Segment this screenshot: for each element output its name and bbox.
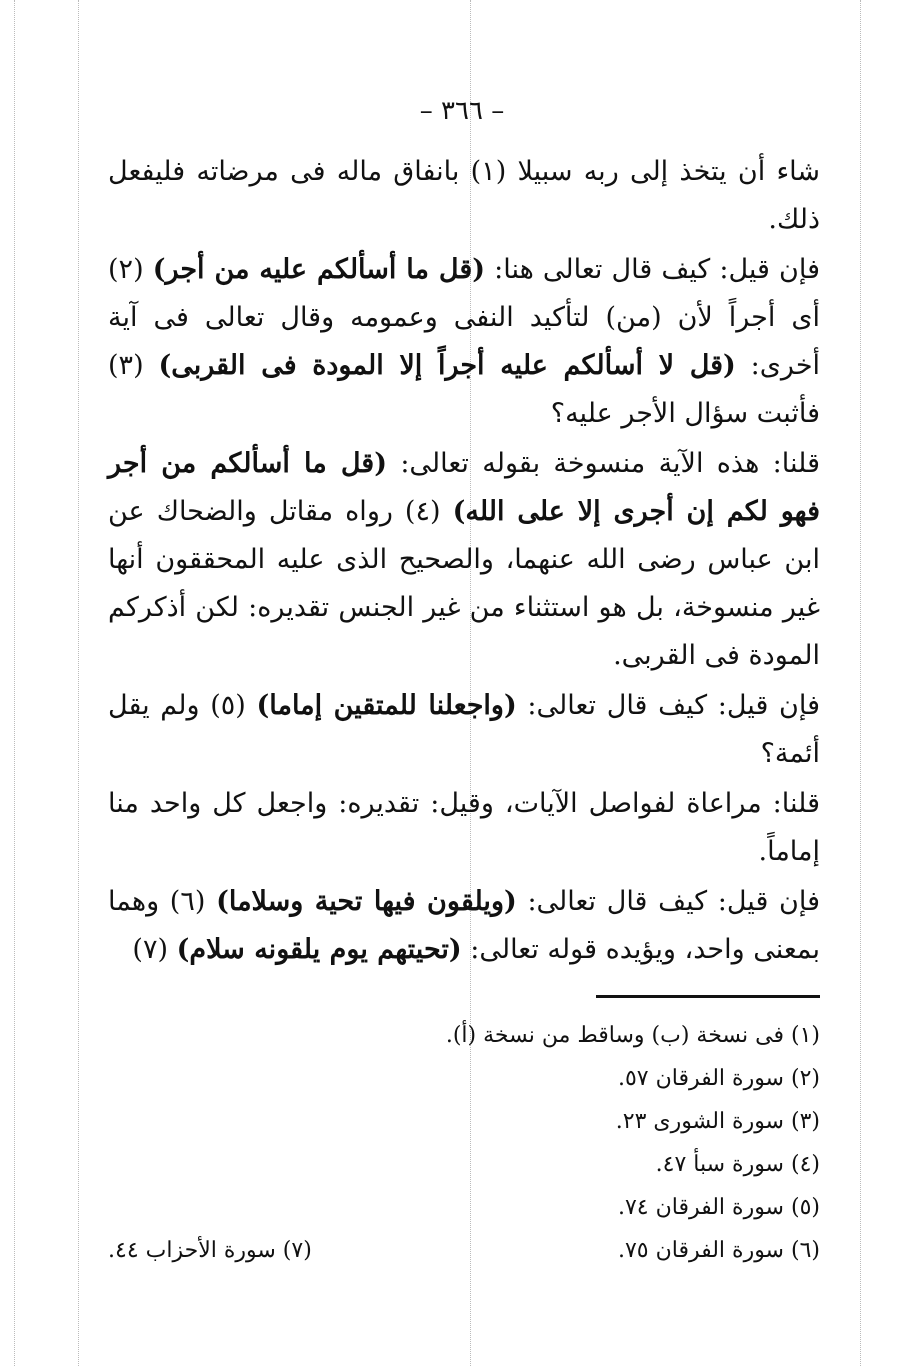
footnote-2: (٢) سورة الفرقان ٥٧. (617, 1066, 820, 1091)
scan-margin-left (14, 0, 15, 1366)
footnote-3: (٣) سورة الشورى ٢٣. (615, 1109, 820, 1134)
paragraph-4: فإن قيل: كيف قال تعالى: (واجعلنا للمتقين إماما) (٥) ولم يقل أئمة؟ (108, 690, 820, 769)
footnote-6: (٦) سورة الفرقان ٧٥. (617, 1238, 820, 1263)
paragraph-3: قلنا: هذه الآية منسوخة بقوله تعالى: (قل ما أسألكم من أجر فهو لكم إن أجرى إلا على الله) (٤) رواه مقاتل والضحاك عن ابن عباس رضى الله عنهما، والصحيح الذى عليه المحققون أنها غير منسوخة، بل هو استثناء من غير الجنس تقديره: لكن أذكركم المودة فى القربى. (108, 448, 821, 671)
paragraph-1: شاء أن يتخذ إلى ربه سبيلا (١) بانفاق ماله فى مرضاته فليفعل ذلك. (108, 156, 820, 235)
page-number: – ٣٦٦ – (419, 96, 505, 126)
footnote-4: (٤) سورة سبأ ٤٧. (655, 1152, 820, 1177)
scan-margin-left-inner (78, 0, 79, 1366)
quran-quote: (قل لا أسألكم عليه أجراً إلا المودة فى القربى) (158, 350, 736, 381)
footnote-divider (596, 995, 820, 998)
quran-quote: (ويلقون فيها تحية وسلاما) (216, 886, 517, 917)
scan-margin-right (860, 0, 861, 1366)
footnote-7: (٧) سورة الأحزاب ٤٤. (108, 1238, 312, 1263)
body-text (108, 148, 820, 976)
quran-quote: (واجعلنا للمتقين إماما) (256, 690, 517, 721)
quran-quote: (تحيتهم يوم يلقونه سلام) (176, 934, 462, 965)
footnote-5: (٥) سورة الفرقان ٧٤. (617, 1195, 820, 1220)
paragraph-6: فإن قيل: كيف قال تعالى: (ويلقون فيها تحية وسلاما) (٦) وهما بمعنى واحد، ويؤيده قوله تعالى: (تحيتهم يوم يلقونه سلام) (٧) (108, 886, 820, 965)
footnote-1: (١) فى نسخة (ب) وساقط من نسخة (أ). (445, 1023, 820, 1048)
quran-quote: (قل ما أسألكم من أجر فهو لكم إن أجرى إلا على الله) (108, 448, 821, 527)
paragraph-2: فإن قيل: كيف قال تعالى هنا: (قل ما أسألكم عليه من أجر) (٢) أى أجراً لأن (من) لتأكيد النفى وعمومه وقال تعالى فى آية أخرى: (قل لا أسألكم عليه أجراً إلا المودة فى القربى) (٣) فأثبت سؤال الأجر عليه؟ (108, 254, 821, 429)
quran-quote: (قل ما أسألكم عليه من أجر) (152, 254, 486, 285)
paragraph-5: قلنا: مراعاة لفواصل الآيات، وقيل: تقديره: واجعل كل واحد منا إماماً. (108, 788, 820, 867)
